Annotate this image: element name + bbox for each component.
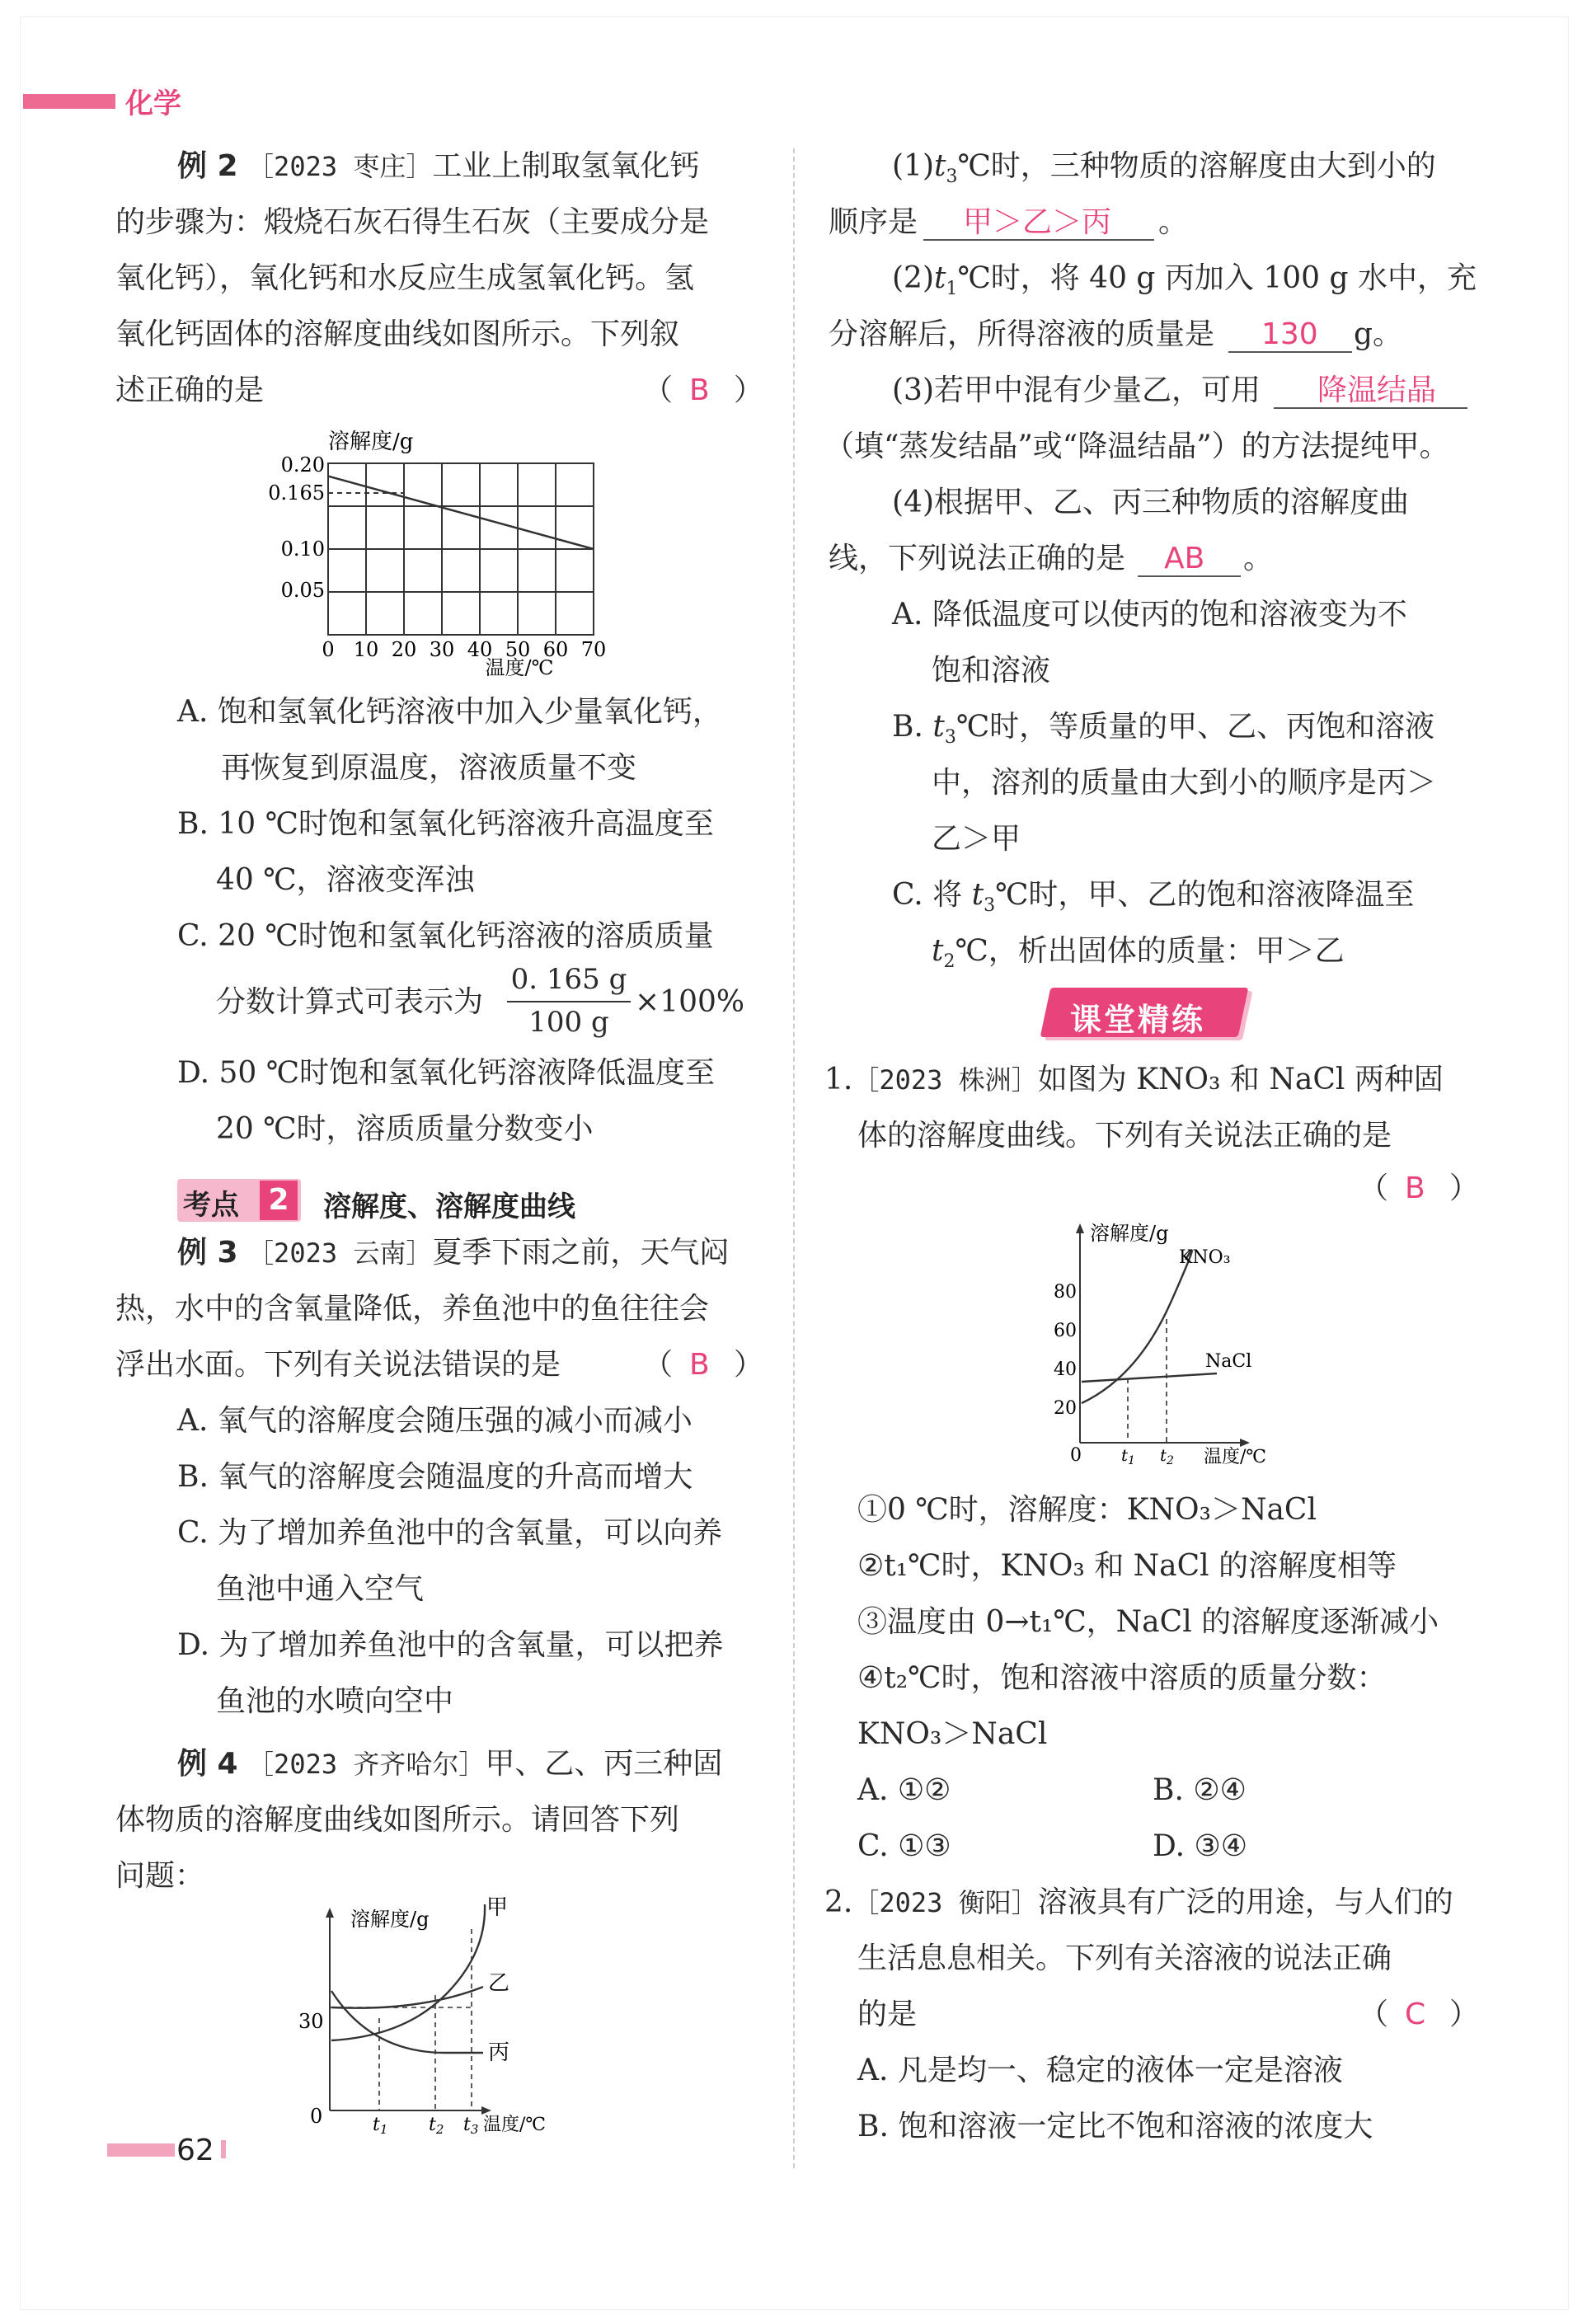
q4-option-b-line2: 中，溶剂的质量由大到小的顺序是丙＞	[932, 766, 1437, 800]
chart1-xtick: 30	[429, 638, 455, 661]
fraction-multiplier: ×100%	[635, 985, 745, 1019]
p1-statement-4b: KNO₃＞NaCl	[857, 1717, 1048, 1751]
caoh2-solubility-chart	[256, 429, 618, 676]
p1-option-b: B. ②④	[1153, 1773, 1247, 1807]
q-number: (1)	[892, 149, 934, 183]
text-line: 氧化钙固体的溶解度曲线如图所示。下列叙	[115, 317, 680, 351]
chart3-xtick-t1: $t_1$	[1121, 1445, 1135, 1467]
chart2-xtick-t2: t2	[429, 2115, 444, 2135]
q2	[892, 262, 1477, 306]
var-sub: 3	[984, 895, 996, 917]
three-substance-solubility-chart	[280, 1896, 602, 2135]
example-label: 例 4	[177, 1747, 238, 1781]
text-line: 问题：	[115, 1859, 205, 1893]
text-line: 体物质的溶解度曲线如图所示。请回答下列	[115, 1803, 680, 1837]
ex3-option-d-line1: D. 为了增加养鱼池中的含氧量，可以把养	[177, 1628, 724, 1662]
p1-statement-2: ②t₁℃时，KNO₃ 和 NaCl 的溶解度相等	[857, 1549, 1397, 1583]
chart1-series-line	[328, 477, 594, 549]
fraction-denominator: 100 g	[528, 1006, 609, 1039]
chart3-origin: 0	[1070, 1445, 1082, 1466]
chart1-xlabel: 温度/℃	[485, 656, 554, 676]
ex2-option-c-line2: 分数计算式可表示为	[216, 985, 484, 1019]
fraction-numerator: 0. 165 g	[510, 963, 627, 996]
var-t: t	[932, 934, 944, 968]
text-line: 工业上制取氢氧化钙	[432, 149, 700, 183]
chart3-x-arrow	[1240, 1439, 1250, 1447]
ex3-option-c-line1: C. 为了增加养鱼池中的含氧量，可以向养	[177, 1516, 723, 1550]
text-line: ℃时，将 40 g 丙加入 100 g 水中，充	[957, 261, 1477, 295]
subject-title: 化学	[125, 87, 181, 120]
p2-option-b: B. 饱和溶液一定比不饱和溶液的浓度大	[857, 2110, 1373, 2143]
problem-2	[824, 1886, 1453, 1919]
example-label: 例 3	[177, 1236, 238, 1270]
chart1-xtick: 60	[542, 638, 569, 661]
page-number: 62	[176, 2134, 214, 2167]
source-tag: ［2023 云南］	[247, 1237, 433, 1269]
source-tag: ［2023 株洲］	[852, 1064, 1038, 1096]
answer-paren-open: （	[1359, 1171, 1389, 1205]
ex2-option-a-line1: A. 饱和氢氧化钙溶液中加入少量氧化钙，	[177, 695, 722, 729]
q3-answer: 降温结晶	[1317, 373, 1437, 407]
chart1-xtick: 40	[467, 638, 493, 661]
q3-line1: (3)若甲中混有少量乙，可用	[892, 373, 1261, 407]
chart1-grid	[328, 463, 594, 635]
q4-option-a-line2: 饱和溶液	[932, 654, 1051, 688]
problem-number: 2.	[824, 1885, 853, 1919]
option-letter: B.	[892, 710, 923, 744]
column-divider	[793, 148, 795, 2168]
chart2-y-arrow	[326, 1908, 334, 1918]
var-t: t	[934, 261, 946, 295]
q4-line1: (4)根据甲、乙、丙三种物质的溶解度曲	[892, 486, 1409, 519]
source-tag: ［2023 齐齐哈尔］	[247, 1749, 486, 1780]
chart3-xtick-t2: $t_2$	[1160, 1445, 1174, 1467]
p2-line2: 生活息息相关。下列有关溶液的说法正确	[857, 1941, 1392, 1975]
chart3-series-label-nacl: NaCl	[1205, 1351, 1252, 1372]
q4-option-b-line1	[892, 711, 1434, 754]
var-t: t	[971, 878, 984, 912]
chart3-ytick: 20	[1054, 1398, 1077, 1419]
example-label: 例 2	[177, 149, 238, 183]
example-2	[177, 150, 699, 183]
text-line: 如图为 KNO₃ 和 NaCl 两种固	[1037, 1063, 1444, 1096]
var-sub: 3	[944, 727, 956, 749]
chart2-curve-yi	[331, 1987, 483, 2008]
chart2-ytick-30: 30	[298, 2010, 324, 2033]
kno3-nacl-solubility-chart	[1039, 1212, 1311, 1467]
p1-line2: 体的溶解度曲线。下列有关说法正确的是	[857, 1119, 1392, 1153]
answer-paren-open: （	[1359, 1998, 1389, 2031]
chart1-ytick: 0.10	[280, 538, 325, 561]
q4-option-b-line3: 乙＞甲	[932, 822, 1021, 856]
chart1-ylabel: 溶解度/g	[328, 430, 414, 454]
q4-line2: 线，下列说法正确的是	[829, 542, 1126, 575]
fraction-bar	[507, 1001, 631, 1002]
text-line: 溶液具有广泛的用途，与人们的	[1037, 1885, 1453, 1919]
answer-p2: C	[1405, 1998, 1426, 2031]
q2-end: g。	[1354, 317, 1403, 351]
q4-answer: AB	[1164, 542, 1205, 575]
chart1-ytick: 0.165	[268, 481, 325, 505]
option-letter: C. 将	[892, 878, 963, 912]
chart2-series-label-yi: 乙	[488, 1971, 510, 1996]
answer-ex2: B	[689, 373, 710, 407]
text-line: ℃时，甲、乙的饱和溶液降温至	[995, 878, 1415, 912]
q4-option-c-line2	[932, 935, 1345, 979]
chart1-xtick: 20	[391, 638, 417, 661]
answer-paren-close: ）	[1449, 1998, 1480, 2031]
chart2-xtick-t1: t1	[373, 2115, 388, 2135]
var-t: t	[932, 710, 945, 744]
p2-option-a: A. 凡是均一、稳定的液体一定是溶液	[857, 2054, 1343, 2087]
p2-line3: 的是	[857, 1998, 918, 2031]
chart2-x-arrow	[481, 2106, 491, 2115]
source-tag: ［2023 枣庄］	[247, 151, 433, 182]
q1-answer: 甲＞乙＞丙	[963, 205, 1112, 239]
header-color-bar	[23, 94, 115, 109]
answer-paren-close: ）	[734, 373, 764, 407]
chart3-curve-nacl	[1082, 1373, 1217, 1382]
text-line: 甲、乙、丙三种固	[485, 1747, 723, 1781]
ex3-option-d-line2: 鱼池的水喷向空中	[216, 1684, 454, 1718]
section-tag-label: 考点	[183, 1189, 239, 1222]
ex3-option-a: A. 氧气的溶解度会随压强的减小而减小	[177, 1404, 693, 1438]
footer-dot	[221, 2140, 226, 2158]
q4-answer-blank	[1138, 575, 1241, 577]
p1-option-c: C. ①③	[857, 1829, 951, 1863]
practice-banner-title: 课堂精练	[1070, 1002, 1206, 1038]
answer-paren-close: ）	[1449, 1171, 1480, 1205]
chart2-xtick-t3: t3	[463, 2115, 479, 2135]
answer-paren-open: （	[643, 373, 674, 407]
q1-line2: 顺序是	[829, 205, 918, 239]
chart2-origin: 0	[310, 2105, 323, 2128]
ex2-option-b-line1: B. 10 ℃时饱和氢氧化钙溶液升高温度至	[177, 807, 714, 841]
chart3-series-label-kno3: KNO₃	[1179, 1247, 1231, 1268]
ex3-option-b: B. 氧气的溶解度会随温度的升高而增大	[177, 1460, 693, 1494]
text-line: ℃时，等质量的甲、乙、丙饱和溶液	[955, 710, 1435, 744]
chart3-ytick: 40	[1054, 1359, 1077, 1380]
ex2-option-a-line2: 再恢复到原温度，溶液质量不变	[221, 751, 637, 785]
var-sub: 2	[943, 951, 955, 973]
text-line: 热，水中的含氧量降低，养鱼池中的鱼往往会	[115, 1292, 710, 1326]
chart2-series-label-jia: 甲	[486, 1896, 509, 1920]
p1-statement-3: ③温度由 0→t₁℃，NaCl 的溶解度逐渐减小	[857, 1605, 1439, 1639]
footer-color-bar	[107, 2143, 175, 2157]
q-number: (2)	[892, 261, 934, 295]
p1-option-d: D. ③④	[1153, 1829, 1248, 1863]
problem-number: 1.	[824, 1063, 853, 1096]
answer-ex3: B	[689, 1348, 710, 1382]
chart1-xtick: 50	[505, 638, 531, 661]
chart1-ytick: 0.20	[280, 453, 325, 477]
text-line: 浮出水面。下列有关说法错误的是	[115, 1348, 561, 1382]
chart2-xlabel: 温度/℃	[483, 2115, 547, 2135]
answer-paren-close: ）	[734, 1348, 764, 1382]
q3-line2: （填“蒸发结晶”或“降温结晶”）的方法提纯甲。	[824, 430, 1449, 463]
var-sub: 3	[946, 167, 958, 188]
p1-option-a: A. ①②	[857, 1773, 951, 1807]
chart1-ytick: 0.05	[280, 579, 325, 602]
text-line: ℃时，三种物质的溶解度由大到小的	[957, 149, 1436, 183]
answer-paren-open: （	[643, 1348, 674, 1382]
q2-answer: 130	[1261, 317, 1318, 351]
text-line: 夏季下雨之前，天气闷	[432, 1236, 730, 1270]
q1	[892, 150, 1436, 194]
q2-answer-blank	[1228, 351, 1352, 353]
example-3	[177, 1237, 729, 1270]
section-title: 溶解度、溶解度曲线	[323, 1190, 575, 1223]
text-line: 述正确的是	[115, 373, 265, 407]
var-sub: 1	[946, 279, 958, 300]
chart1-xtick: 70	[580, 638, 607, 661]
source-tag: ［2023 衡阳］	[852, 1887, 1038, 1918]
q1-end: 。	[1158, 205, 1189, 239]
chart2-series-label-bing: 丙	[488, 2040, 510, 2065]
problem-1	[824, 1063, 1444, 1096]
text-line: ℃，析出固体的质量：甲＞乙	[955, 934, 1345, 968]
ex2-option-c-line1: C. 20 ℃时饱和氢氧化钙溶液的溶质质量	[177, 919, 714, 953]
ex3-option-c-line2: 鱼池中通入空气	[216, 1572, 425, 1606]
chart1-xtick: 0	[322, 638, 335, 661]
section-number: 2	[260, 1181, 298, 1220]
example-4	[177, 1748, 722, 1781]
ex2-option-b-line2: 40 ℃，溶液变浑浊	[216, 863, 475, 897]
var-t: t	[934, 149, 946, 183]
chart3-y-arrow	[1076, 1223, 1084, 1233]
chart3-ytick: 60	[1054, 1321, 1077, 1341]
q4-option-a-line1: A. 降低温度可以使丙的饱和溶液变为不	[892, 598, 1407, 631]
q4-option-c-line1	[892, 879, 1414, 923]
ex2-option-d-line2: 20 ℃时，溶质质量分数变小	[216, 1112, 594, 1146]
q4-end: 。	[1243, 542, 1274, 575]
chart2-ylabel: 溶解度/g	[350, 1908, 430, 1931]
chart3-ylabel: 溶解度/g	[1090, 1222, 1169, 1245]
chart1-xtick: 10	[353, 638, 379, 661]
p1-statement-4: ④t₂℃时，饱和溶液中溶质的质量分数：	[857, 1661, 1387, 1695]
text-line: 的步骤为：煅烧石灰石得生石灰（主要成分是	[115, 205, 710, 239]
q2-line2: 分溶解后，所得溶液的质量是	[829, 317, 1215, 351]
q1-answer-blank	[923, 239, 1154, 241]
chart3-xlabel: 温度/℃	[1204, 1447, 1267, 1467]
chart3-ytick: 80	[1054, 1282, 1077, 1303]
q3-answer-blank	[1274, 407, 1467, 409]
answer-p1: B	[1405, 1171, 1425, 1205]
p1-statement-1: ①0 ℃时，溶解度：KNO₃＞NaCl	[857, 1493, 1317, 1527]
text-line: 氧化钙），氧化钙和水反应生成氢氧化钙。氢	[115, 261, 695, 295]
ex2-option-d-line1: D. 50 ℃时饱和氢氧化钙溶液降低温度至	[177, 1056, 715, 1090]
